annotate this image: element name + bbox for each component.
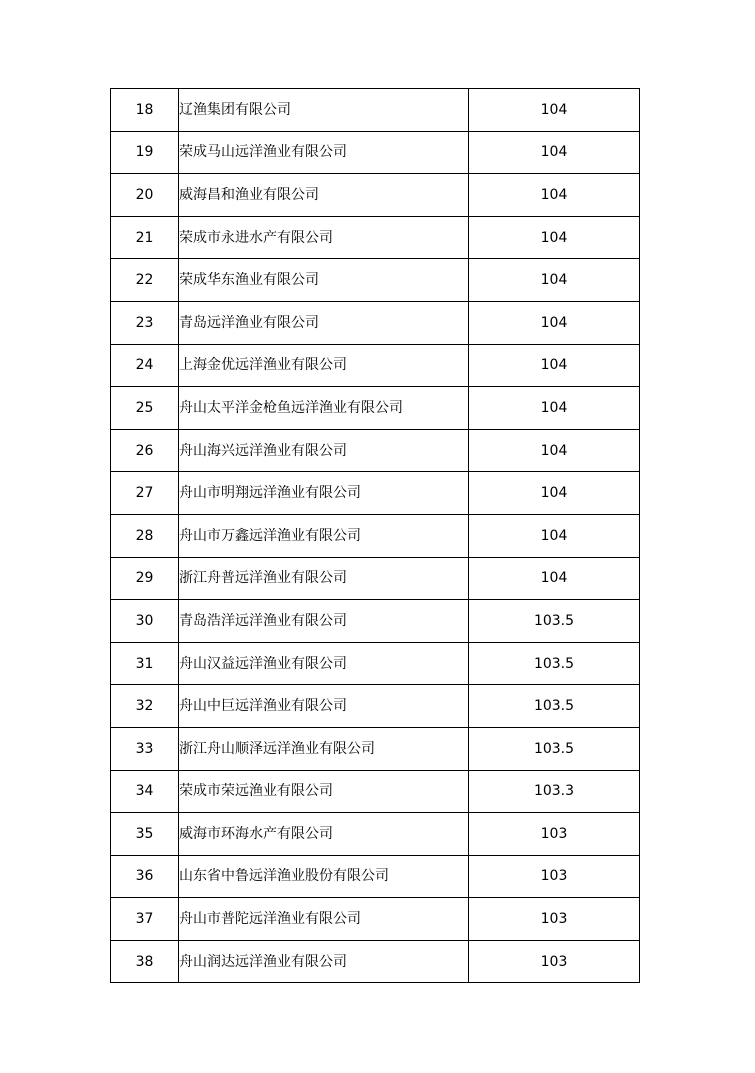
row-number-cell: 37 xyxy=(111,898,179,941)
score-cell: 104 xyxy=(469,344,640,387)
table-row xyxy=(111,557,640,600)
score-cell: 104 xyxy=(469,429,640,472)
company-name-cell: 青岛远洋渔业有限公司 xyxy=(179,301,469,344)
company-name-cell: 舟山市万鑫远洋渔业有限公司 xyxy=(179,514,469,557)
table-row xyxy=(111,514,640,557)
row-number-cell: 38 xyxy=(111,940,179,983)
row-number-cell: 25 xyxy=(111,387,179,430)
table-row xyxy=(111,855,640,898)
table-row xyxy=(111,940,640,983)
row-number-cell: 35 xyxy=(111,813,179,856)
table-row xyxy=(111,429,640,472)
company-name-cell: 荣成马山远洋渔业有限公司 xyxy=(179,131,469,174)
company-name-cell: 浙江舟普远洋渔业有限公司 xyxy=(179,557,469,600)
company-name-cell: 威海市环海水产有限公司 xyxy=(179,813,469,856)
score-cell: 103 xyxy=(469,855,640,898)
row-number-cell: 36 xyxy=(111,855,179,898)
table-body xyxy=(111,89,640,983)
company-name-cell: 舟山市普陀远洋渔业有限公司 xyxy=(179,898,469,941)
row-number-cell: 28 xyxy=(111,514,179,557)
row-number-cell: 27 xyxy=(111,472,179,515)
score-cell: 104 xyxy=(469,557,640,600)
score-cell: 103 xyxy=(469,940,640,983)
table-row xyxy=(111,600,640,643)
table-row xyxy=(111,216,640,259)
score-cell: 104 xyxy=(469,131,640,174)
row-number-cell: 22 xyxy=(111,259,179,302)
score-cell: 103.5 xyxy=(469,685,640,728)
row-number-cell: 24 xyxy=(111,344,179,387)
score-cell: 104 xyxy=(469,472,640,515)
company-name-cell: 荣成市永进水产有限公司 xyxy=(179,216,469,259)
table-row xyxy=(111,174,640,217)
table-row xyxy=(111,387,640,430)
row-number-cell: 26 xyxy=(111,429,179,472)
score-cell: 103 xyxy=(469,898,640,941)
row-number-cell: 23 xyxy=(111,301,179,344)
score-cell: 104 xyxy=(469,514,640,557)
table-row xyxy=(111,642,640,685)
row-number-cell: 18 xyxy=(111,89,179,132)
score-cell: 104 xyxy=(469,174,640,217)
score-cell: 103.3 xyxy=(469,770,640,813)
row-number-cell: 32 xyxy=(111,685,179,728)
table-row xyxy=(111,89,640,132)
company-name-cell: 青岛浩洋远洋渔业有限公司 xyxy=(179,600,469,643)
company-name-cell: 舟山海兴远洋渔业有限公司 xyxy=(179,429,469,472)
row-number-cell: 33 xyxy=(111,727,179,770)
table-row xyxy=(111,770,640,813)
score-cell: 104 xyxy=(469,259,640,302)
score-cell: 104 xyxy=(469,89,640,132)
score-cell: 103 xyxy=(469,813,640,856)
table-row xyxy=(111,344,640,387)
company-name-cell: 上海金优远洋渔业有限公司 xyxy=(179,344,469,387)
table-row xyxy=(111,898,640,941)
score-cell: 104 xyxy=(469,216,640,259)
table-row xyxy=(111,727,640,770)
table-row xyxy=(111,685,640,728)
row-number-cell: 20 xyxy=(111,174,179,217)
company-name-cell: 山东省中鲁远洋渔业股份有限公司 xyxy=(179,855,469,898)
table-row xyxy=(111,472,640,515)
company-name-cell: 荣成市荣远渔业有限公司 xyxy=(179,770,469,813)
company-name-cell: 荣成华东渔业有限公司 xyxy=(179,259,469,302)
table-row xyxy=(111,301,640,344)
company-name-cell: 舟山市明翔远洋渔业有限公司 xyxy=(179,472,469,515)
score-cell: 104 xyxy=(469,301,640,344)
company-name-cell: 威海昌和渔业有限公司 xyxy=(179,174,469,217)
company-ranking-table xyxy=(110,88,640,983)
row-number-cell: 30 xyxy=(111,600,179,643)
company-name-cell: 舟山润达远洋渔业有限公司 xyxy=(179,940,469,983)
row-number-cell: 34 xyxy=(111,770,179,813)
table-row xyxy=(111,813,640,856)
company-name-cell: 舟山中巨远洋渔业有限公司 xyxy=(179,685,469,728)
table-row xyxy=(111,131,640,174)
row-number-cell: 31 xyxy=(111,642,179,685)
score-cell: 103.5 xyxy=(469,727,640,770)
score-cell: 103.5 xyxy=(469,642,640,685)
row-number-cell: 19 xyxy=(111,131,179,174)
company-name-cell: 浙江舟山顺泽远洋渔业有限公司 xyxy=(179,727,469,770)
table-row xyxy=(111,259,640,302)
company-name-cell: 辽渔集团有限公司 xyxy=(179,89,469,132)
score-cell: 103.5 xyxy=(469,600,640,643)
company-name-cell: 舟山太平洋金枪鱼远洋渔业有限公司 xyxy=(179,387,469,430)
row-number-cell: 29 xyxy=(111,557,179,600)
company-name-cell: 舟山汉益远洋渔业有限公司 xyxy=(179,642,469,685)
score-cell: 104 xyxy=(469,387,640,430)
row-number-cell: 21 xyxy=(111,216,179,259)
